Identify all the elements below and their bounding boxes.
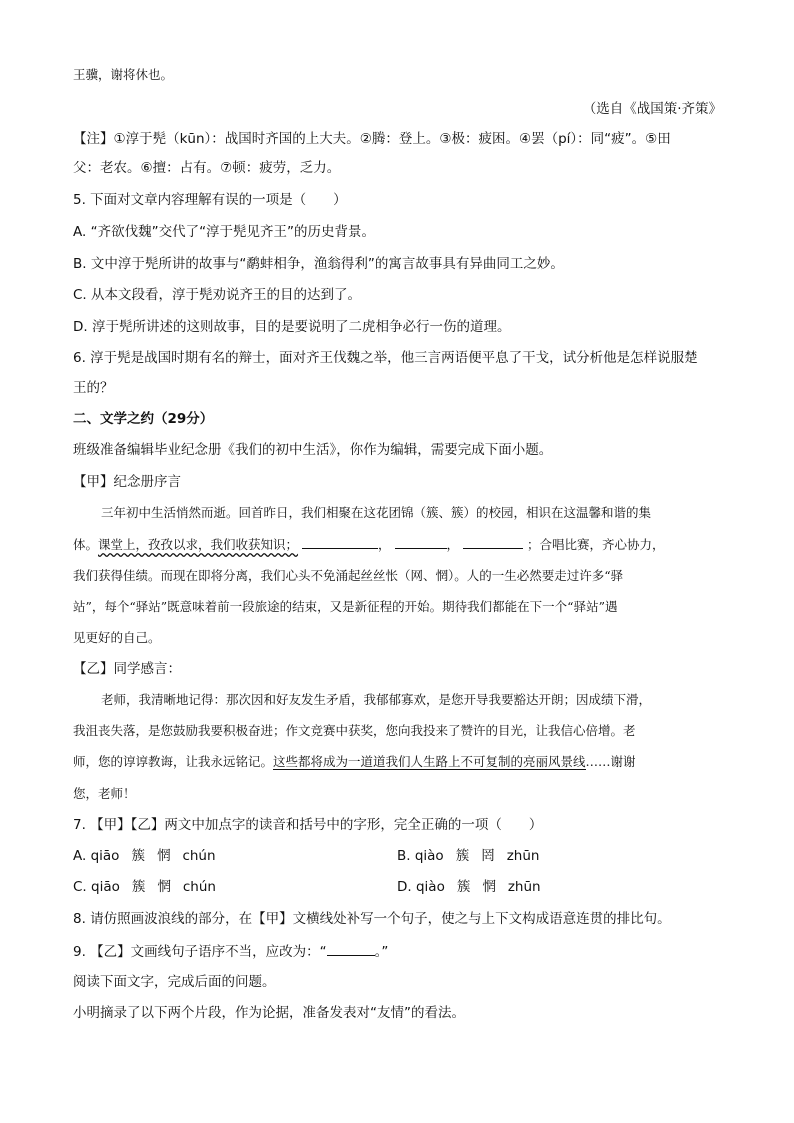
option-d-char-2: 惘 xyxy=(482,879,496,895)
option-d-pinyin-2: zhūn xyxy=(507,879,541,895)
jia-line-2-start: 体。 xyxy=(73,537,99,552)
yi-line-2: 我沮丧失落，是您鼓励我要积极奋进；作文竞赛中获奖，您向我投来了赞许的目光，让我信心倍增。老 xyxy=(73,723,636,738)
jia-line-2 xyxy=(73,534,722,555)
jia-line-4: 站”，每个“驿站”既意味着前一段旅途的结束，又是新征程的开始。期待我们都能在下一个“驿站”遇 xyxy=(73,599,618,614)
yi-line-3-end: ……谢谢 xyxy=(585,754,636,769)
comma-2: ， xyxy=(446,537,460,552)
question-7-option-c xyxy=(73,877,228,897)
option-c-char-2: 惘 xyxy=(157,879,171,895)
source-citation: （选自《战国策·齐策》 xyxy=(582,101,722,117)
option-a-char-2: 惘 xyxy=(156,848,171,864)
underlined-sentence: 这些都将成为一道道我们人生路上不可复制的亮丽风景线 xyxy=(273,754,586,769)
option-b-pinyin: B. qiào xyxy=(397,848,444,864)
jia-line-5: 见更好的自己。 xyxy=(73,630,161,645)
section-2-title: 二、文学之约（29分） xyxy=(73,411,214,427)
question-7-stem: 7. 【甲】【乙】两文中加点字的读音和括号中的字形，完全正确的一项（ ） xyxy=(73,817,543,833)
option-b-pinyin-2: zhūn xyxy=(506,848,540,864)
option-c-char-1: 簇 xyxy=(131,879,146,895)
notes-line-2: 父：老农。⑥擅：占有。⑦顿：疲劳，乏力。 xyxy=(73,160,341,176)
jia-line-3: 我们获得佳绩。而现在即将分离，我们心头不免涌起丝丝怅（网、惘）。人的一生必然要走过许多“驿 xyxy=(73,568,624,583)
question-7-option-b xyxy=(397,846,551,866)
option-b-char-2: 罔 xyxy=(481,848,495,864)
question-5-option-b: B. 文中淳于髡所讲的故事与“鹬蚌相争，渔翁得利”的寓言故事具有异曲同工之妙。 xyxy=(73,256,564,272)
option-d-char-1: 簇 xyxy=(456,879,471,895)
question-5-option-c: C. 从本文段看，淳于髡劝说齐王的目的达到了。 xyxy=(73,287,362,303)
fill-blank-3[interactable] xyxy=(463,534,523,549)
question-7-option-a xyxy=(73,846,228,866)
notes-line-1: 【注】①淳于髡（kūn）：战国时齐国的上大夫。②腾：登上。③极：疲困。④罢（pí）：同“疲”。⑤田 xyxy=(73,131,671,147)
fill-blank-1[interactable] xyxy=(302,534,378,549)
yi-heading: 【乙】同学感言： xyxy=(73,661,181,677)
option-c-pinyin: C. qiāo xyxy=(73,879,120,895)
question-5-option-a: A. “齐欲伐魏”交代了“淳于髡见齐王”的历史背景。 xyxy=(73,224,376,240)
section-2-intro: 班级准备编辑毕业纪念册《我们的初中生活》，你作为编辑，需要完成下面小题。 xyxy=(73,442,553,458)
yi-line-3 xyxy=(73,752,722,772)
answer-blank[interactable] xyxy=(327,941,375,956)
question-6-line-2: 王的？ xyxy=(73,380,114,396)
question-9-text: 9. 【乙】文画线句子语序不当，应改为：“ xyxy=(73,944,327,960)
option-b-char-1: 簇 xyxy=(455,848,470,864)
question-9 xyxy=(73,941,722,962)
jia-heading: 【甲】纪念册序言 xyxy=(73,474,181,490)
reading-instruction: 阅读下面文字，完成后面的问题。 xyxy=(73,974,276,990)
question-7-option-d xyxy=(397,877,553,897)
yi-line-1: 老师，我清晰地记得：那次因和好友发生矛盾，我郁郁寡欢，是您开导我要豁达开朗；因成绩下滑， xyxy=(101,692,652,707)
option-d-pinyin: D. qiào xyxy=(397,879,445,895)
question-9-close: 。” xyxy=(374,944,389,960)
option-a-char-1: 簇 xyxy=(131,848,145,864)
question-6-line-1: 6. 淳于髡是战国时期有名的辩士，面对齐王伐魏之举，他三言两语便平息了干戈，试分析他是怎样说服楚 xyxy=(73,350,698,366)
option-a-pinyin: A. qiāo xyxy=(73,848,120,864)
wavy-underlined-sentence: 课堂上，孜孜以求，我们收获知识； xyxy=(98,537,299,552)
yi-line-4: 您，老师！ xyxy=(73,786,136,801)
jia-line-2-end: ；合唱比赛，齐心协力， xyxy=(527,537,665,552)
yi-line-3-start: 师，您的谆谆教诲，让我永远铭记。 xyxy=(73,754,274,769)
question-5-option-d: D. 淳于髡所讲述的这则故事，目的是要说明了二虎相争必行一伤的道理。 xyxy=(73,319,511,335)
question-5-stem: 5. 下面对文章内容理解有误的一项是（ ） xyxy=(73,192,347,208)
question-8: 8. 请仿照画波浪线的部分，在【甲】文横线处补写一个句子，使之与上下文构成语意连贯的排比句。 xyxy=(73,911,671,927)
xiaoming-intro: 小明摘录了以下两个片段，作为论据，准备发表对“友情”的看法。 xyxy=(73,1005,465,1021)
comma-1: ， xyxy=(378,537,391,552)
fill-blank-2[interactable] xyxy=(395,534,447,549)
jia-line-1: 三年初中生活悄然而逝。回首昨日，我们相聚在这花团锦（簇、簇）的校园，相识在这温馨和谐的集 xyxy=(101,505,652,520)
option-a-pinyin-2: chún xyxy=(182,848,216,864)
passage-tail: 王骥，谢将休也。 xyxy=(73,67,174,82)
option-c-pinyin-2: chún xyxy=(182,879,216,895)
